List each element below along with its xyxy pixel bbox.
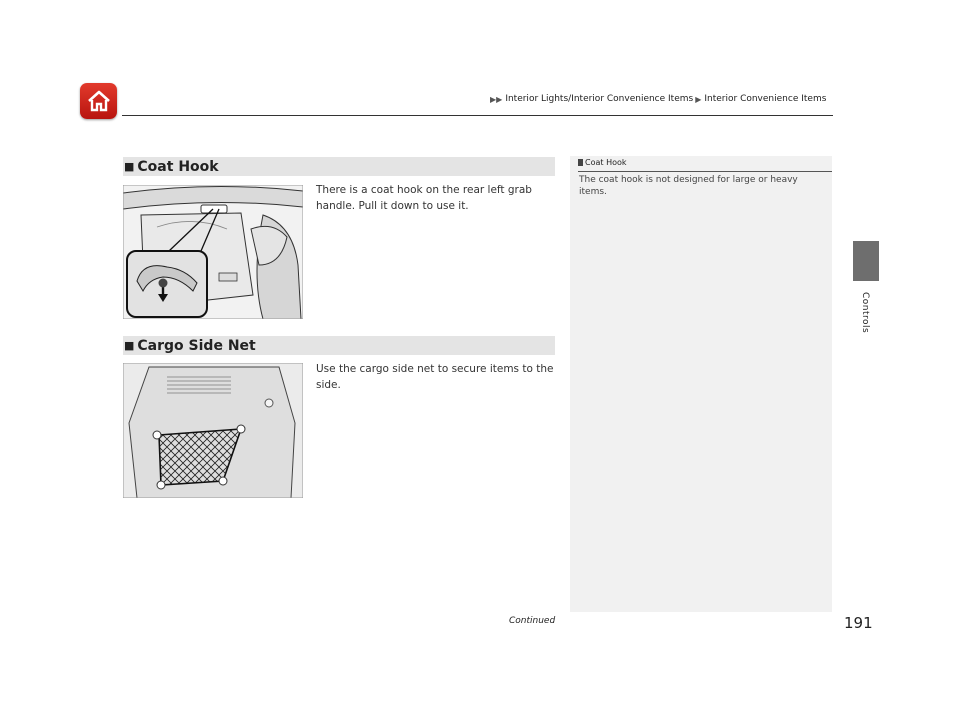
breadcrumb-item-lights[interactable]: Interior Lights/Interior Convenience Items [505,94,694,104]
square-marker-icon: ■ [124,160,135,173]
section-title: Cargo Side Net [137,337,256,354]
note-divider [578,171,832,172]
section-header-cargo-side-net [123,336,555,355]
side-tab[interactable] [853,241,879,281]
breadcrumb-arrow-icon: ▶▶ [490,94,503,104]
breadcrumb-item-convenience[interactable]: Interior Convenience Items [704,94,827,104]
header-divider [122,115,833,116]
breadcrumb-arrow-icon: ▶ [695,94,702,104]
page-number: 191 [844,614,873,632]
home-button[interactable] [80,83,117,119]
continued-label: Continued [509,616,556,626]
home-icon [87,90,111,112]
coat-hook-description: There is a coat hook on the rear left grab handle. Pull it down to use it. [316,184,532,212]
cargo-side-net-description: Use the cargo side net to secure items to the side. [316,363,554,391]
side-tab-label: Controls [860,292,870,334]
note-marker-icon [578,159,583,166]
note-title-text: Coat Hook [585,158,627,167]
note-panel [570,156,832,612]
square-marker-icon: ■ [124,339,135,352]
section-title: Coat Hook [137,158,219,175]
note-title [578,158,627,167]
section-header-coat-hook [123,157,555,176]
coat-hook-illustration [123,185,303,319]
cargo-side-net-illustration [123,363,303,498]
breadcrumb [490,94,826,104]
note-text: The coat hook is not designed for large or heavy items. [579,175,798,197]
